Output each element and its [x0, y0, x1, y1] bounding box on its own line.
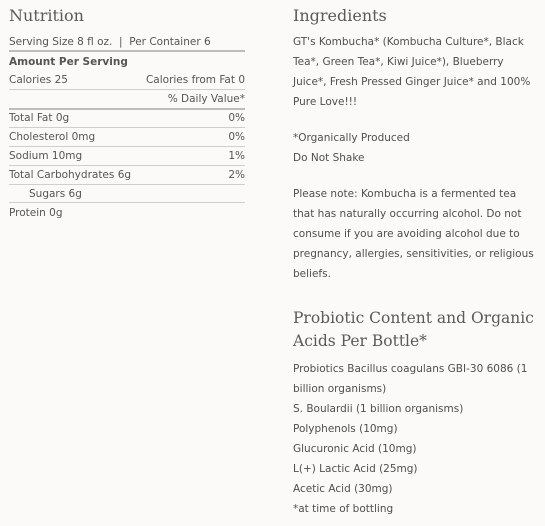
divider — [9, 89, 245, 90]
serving-size — [9, 35, 245, 49]
ingredients-title: Ingredients — [293, 6, 387, 25]
alcohol-note: Please note: Kombucha is a fermented tea that has naturally occurring alcohol. Do not consume if you are avoiding alcohol due to pregnancy, allergies, sensitivities, or religious beliefs. — [293, 188, 534, 280]
divider — [9, 127, 245, 128]
divider — [9, 184, 245, 185]
nutrient-value: 0% — [228, 112, 245, 124]
amount-per-serving-label: Amount Per Serving — [9, 56, 128, 68]
nutrient-label: Sugars 6g — [29, 188, 82, 200]
divider — [9, 146, 245, 147]
calories-label: Calories 25 — [9, 74, 68, 86]
organic-note: *Organically Produced — [293, 132, 410, 144]
shake-note: Do Not Shake — [293, 152, 365, 164]
ingredients-text: GT's Kombucha* (Kombucha Culture*, Black Tea*, Green Tea*, Kiwi Juice*), Blueberry Juice*, Fresh Pressed Ginger Juice* and 100% Pure Love!!! — [293, 36, 531, 108]
nutrient-label: Protein 0g — [9, 207, 63, 219]
probiotic-list — [293, 359, 545, 519]
nutrient-value: 2% — [228, 169, 245, 181]
calories-from-fat: Calories from Fat 0 — [145, 74, 245, 86]
daily-value-header: % Daily Value* — [167, 93, 245, 105]
nutrient-row — [9, 187, 245, 201]
list-item: Acetic Acid (30mg) — [293, 483, 393, 495]
divider — [9, 202, 245, 203]
list-item: Polyphenols (10mg) — [293, 423, 398, 435]
nutrient-label: Total Fat 0g — [9, 112, 70, 124]
nutrient-row — [9, 206, 245, 220]
nutrient-value: 0% — [228, 131, 245, 143]
list-item: *at time of bottling — [293, 503, 394, 515]
list-item: Glucuronic Acid (10mg) — [293, 443, 417, 455]
nutrition-title: Nutrition — [9, 6, 84, 25]
list-item: S. Boulardii (1 billion organisms) — [293, 403, 464, 415]
nutrient-row — [9, 149, 245, 163]
calories-row — [9, 73, 245, 87]
nutrient-value: 1% — [228, 150, 245, 162]
daily-value-header-row — [9, 92, 245, 106]
nutrient-label: Cholesterol 0mg — [9, 131, 96, 143]
nutrient-row — [9, 130, 245, 144]
divider — [9, 50, 245, 52]
list-item: L(+) Lactic Acid (25mg) — [293, 463, 418, 475]
divider — [9, 165, 245, 166]
nutrient-row — [9, 111, 245, 125]
list-item: Probiotics Bacillus coagulans GBI-30 6086 (1 billion organisms) — [293, 363, 528, 395]
serving-size-text: Serving Size 8 fl oz. | Per Container 6 — [9, 36, 211, 48]
probiotic-title: Probiotic Content and Organic Acids Per Bottle* — [293, 309, 534, 350]
nutrient-label: Total Carbohydrates 6g — [9, 169, 132, 181]
amount-per-serving — [9, 55, 245, 69]
nutrient-row — [9, 168, 245, 182]
divider — [9, 108, 245, 110]
nutrient-label: Sodium 10mg — [9, 150, 83, 162]
